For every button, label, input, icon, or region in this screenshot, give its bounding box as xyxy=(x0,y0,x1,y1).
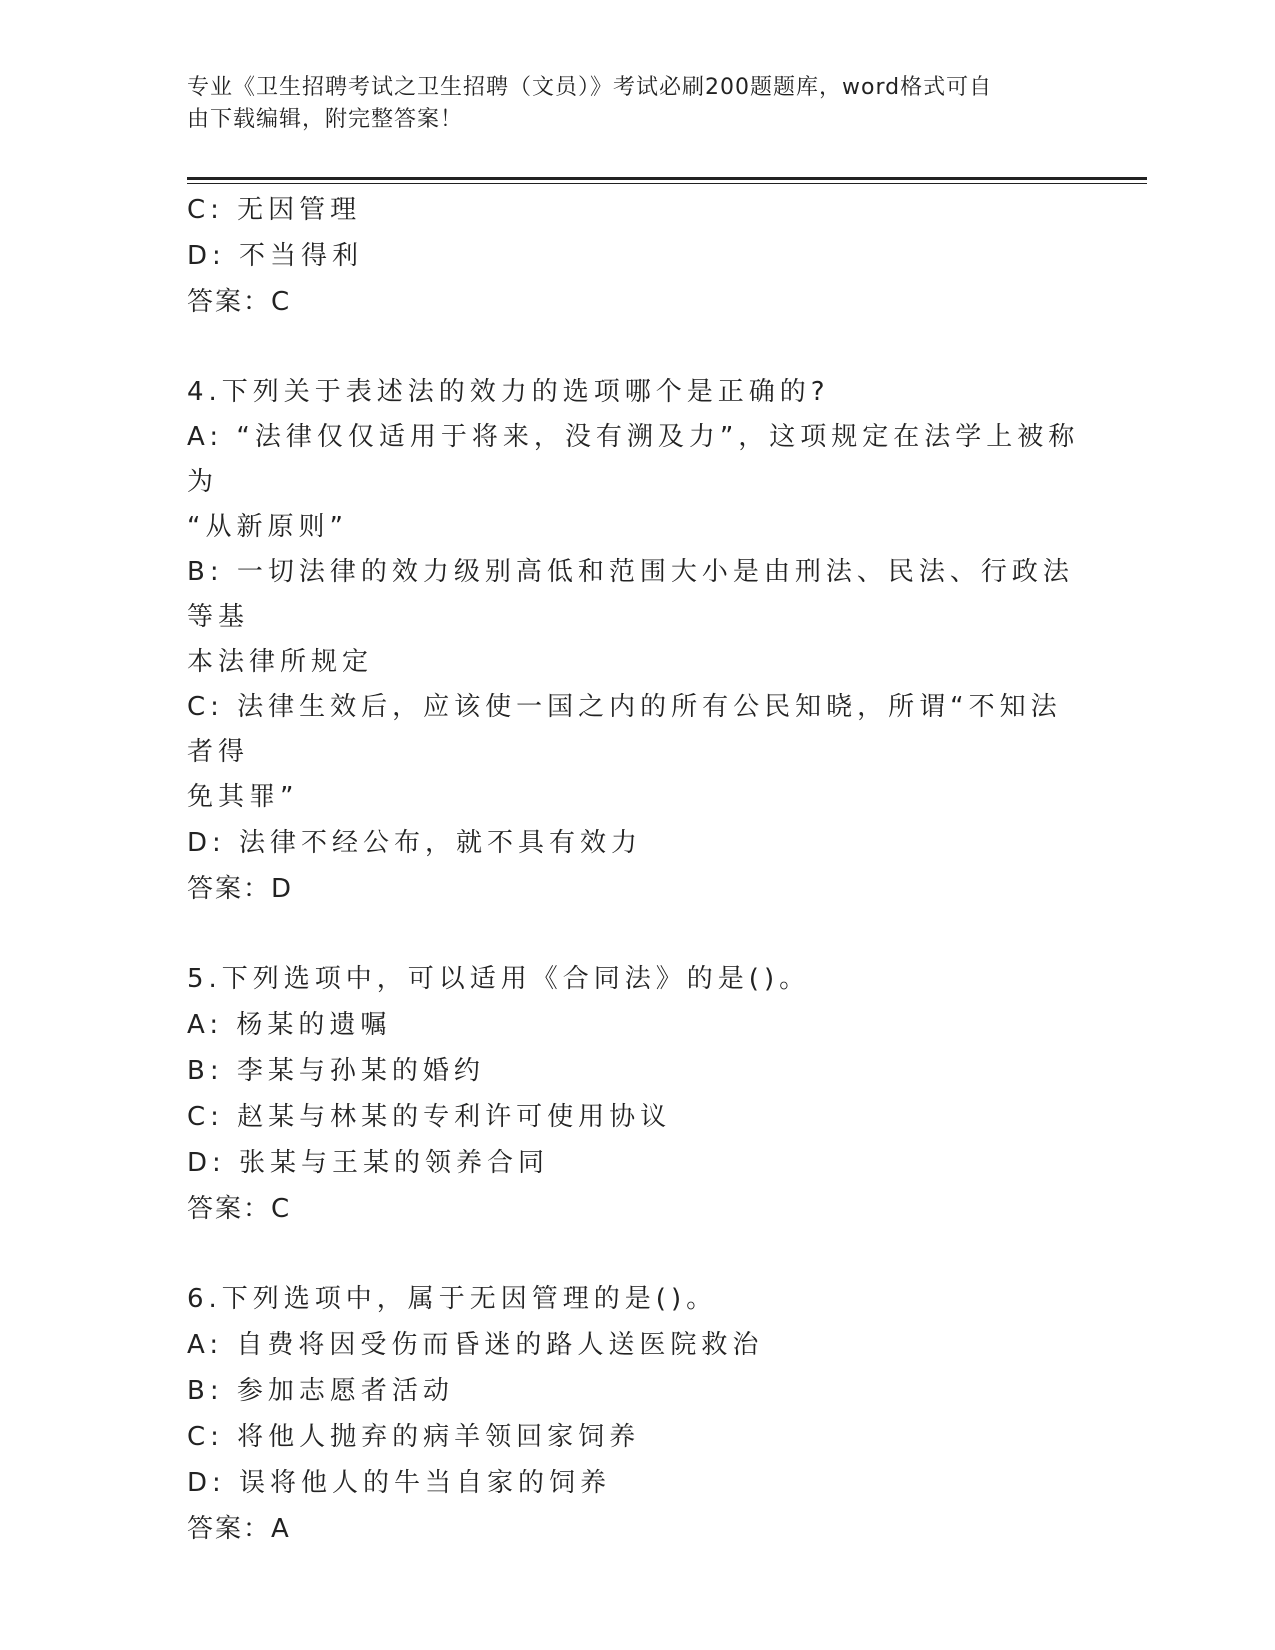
option-c-line-1: C: 法律生效后，应该使一国之内的所有公民知晓，所谓“不知法者得 xyxy=(187,692,1062,767)
question-3-tail xyxy=(187,187,1087,325)
option-c-line-2: 免其罪” xyxy=(187,782,299,812)
header-rule-thin xyxy=(187,183,1147,184)
option-a: A: 自费将因受伤而昏迷的路人送医院救治 xyxy=(187,1330,764,1360)
answer: 答案：C xyxy=(187,1194,292,1224)
document-header xyxy=(187,72,1067,136)
option-b-line-1: B: 一切法律的效力级别高低和范围大小是由刑法、民法、行政法等基 xyxy=(187,557,1074,632)
option-a: A: 杨某的遗嘱 xyxy=(187,1010,392,1040)
option-d: D: 不当得利 xyxy=(187,241,364,271)
option-a-line-2: “从新原则” xyxy=(187,512,348,542)
option-c: C: 将他人抛弃的病羊领回家饲养 xyxy=(187,1422,641,1452)
question-4 xyxy=(187,369,1087,912)
option-b: B: 李某与孙某的婚约 xyxy=(187,1056,485,1086)
question-text: 6.下列选项中，属于无因管理的是()。 xyxy=(187,1284,718,1314)
answer: 答案：D xyxy=(187,874,294,904)
question-list xyxy=(187,187,1087,1552)
header-title-line-2: 由下载编辑，附完整答案！ xyxy=(187,107,464,132)
header-title-line-1: 专业《卫生招聘考试之卫生招聘（文员）》考试必刷200题题库，word格式可自 xyxy=(187,75,993,100)
question-6 xyxy=(187,1276,1087,1552)
option-d: D: 张某与王某的领养合同 xyxy=(187,1148,550,1178)
option-d: D: 法律不经公布，就不具有效力 xyxy=(187,828,643,858)
spacer xyxy=(187,325,1087,369)
header-rule-thick xyxy=(187,177,1147,180)
option-d: D: 误将他人的牛当自家的饲养 xyxy=(187,1468,612,1498)
option-c: C: 赵某与林某的专利许可使用协议 xyxy=(187,1102,672,1132)
answer: 答案：C xyxy=(187,287,292,317)
option-a-line-1: A: “法律仅仅适用于将来，没有溯及力”，这项规定在法学上被称为 xyxy=(187,422,1080,497)
question-text: 5.下列选项中，可以适用《合同法》的是()。 xyxy=(187,964,811,994)
option-c: C: 无因管理 xyxy=(187,195,362,225)
question-text: 4.下列关于表述法的效力的选项哪个是正确的? xyxy=(187,377,830,407)
question-5 xyxy=(187,956,1087,1232)
option-b-line-2: 本法律所规定 xyxy=(187,647,374,677)
answer: 答案：A xyxy=(187,1514,291,1544)
option-b: B: 参加志愿者活动 xyxy=(187,1376,454,1406)
spacer xyxy=(187,912,1087,956)
spacer xyxy=(187,1232,1087,1276)
